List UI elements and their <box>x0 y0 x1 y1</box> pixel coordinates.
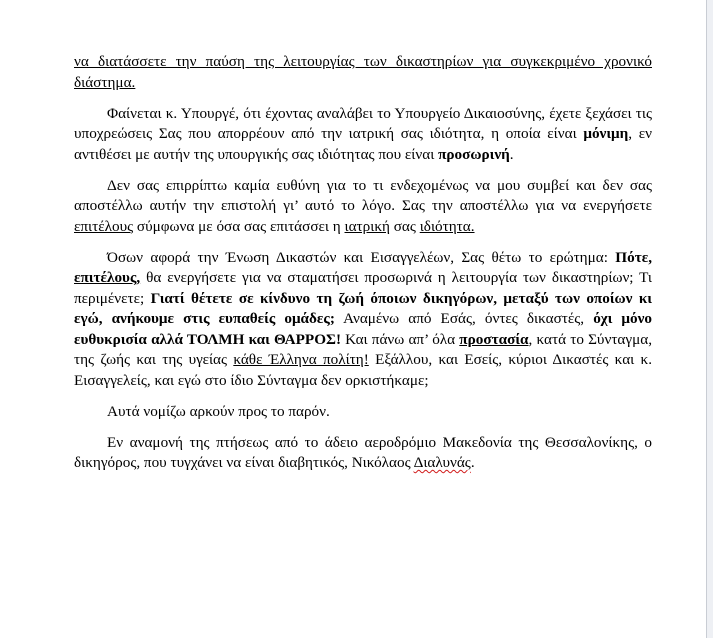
text-run: θα ενεργήσετε για να σταματήσει προσωρινά η λειτουργία των δικαστηρίων; Τι περιμένετε; <box>74 269 652 307</box>
text-run: Αυτά νομίζω αρκούν προς το παρόν. <box>107 402 330 420</box>
document-body[interactable] <box>74 52 652 484</box>
text-run: σας <box>389 217 420 235</box>
text-run: μόνιμη <box>583 125 629 142</box>
text-run: Δεν σας επιρρίπτω καμία ευθύνη για το τι ενδεχομένως να μου συμβεί και δεν σας αποστέλλω αυτήν την επιστολή γι’ αυτό το λόγο. Σας την αποστέλλω για να ενεργήσετε <box>74 176 652 214</box>
text-run: Πότε, <box>615 248 652 266</box>
text-run: προσωρινή <box>438 145 510 163</box>
text-run: Γιατί θέτετε σε κίνδυνο τη ζωή όποιων δικηγόρων, μεταξύ των οποίων κι εγώ, ανήκουμε στις ευπαθείς ομάδες; <box>74 289 652 327</box>
text-run: ιατρική <box>344 217 390 235</box>
misspelled-word: Διαλυνάς <box>413 454 471 471</box>
text-run: , κατά το Σύνταγμα, της ζωής και της υγείας <box>74 330 652 368</box>
paragraph-p6 <box>74 433 652 474</box>
text-run: όχι μόνο ευθυκρισία αλλά ΤΟΛΜΗ και ΘΑΡΡΟΣ! <box>74 310 652 348</box>
paragraph-p4 <box>74 248 652 392</box>
text-run: . <box>509 145 514 163</box>
text-run: επιτέλους, <box>74 269 141 286</box>
paragraph-p2 <box>74 104 652 166</box>
text-run: Αναμένω από Εσάς, όντες δικαστές, <box>334 310 594 327</box>
text-run: επιτέλους <box>74 217 134 235</box>
text-run: προστασία <box>459 330 529 348</box>
window-right-edge <box>706 0 713 638</box>
page-bottom-margin <box>0 632 706 638</box>
text-run: Και πάνω απ’ όλα <box>341 330 460 348</box>
text-run: σύμφωνα με όσα σας επιτάσσει η <box>133 217 345 235</box>
text-run: κάθε Έλληνα πολίτη! <box>233 351 369 368</box>
paragraph-p5 <box>74 402 652 423</box>
text-run: να διατάσσετε την παύση της λειτουργίας των δικαστηρίων για συγκεκριμένο χρονικό διάστημα. <box>74 53 652 91</box>
text-run: Εν αναμονή της πτήσεως από το άδειο αεροδρόμιο Μακεδονία της Θεσσαλονίκης, ο δικηγόρος, που τυγχάνει να είναι διαβητικός, Νικόλαος <box>74 433 652 471</box>
text-run: Εξάλλου, και Εσείς, κύριοι Δικαστές και κ. Εισαγγελείς, και εγώ στο ίδιο Σύνταγμα δεν ορκιστήκαμε; <box>74 351 653 389</box>
text-run: Φαίνεται κ. Υπουργέ, ότι έχοντας αναλάβει το Υπουργείο Δικαιοσύνης, έχετε ξεχάσει τις υποχρεώσεις Σας που απορρέουν από την ιατρική σας ιδιότητα, η οποία είναι <box>74 104 652 142</box>
paragraph-p1 <box>74 52 652 93</box>
text-run: Όσων αφορά την Ένωση Δικαστών και Εισαγγελέων, Σας θέτω το ερώτημα: <box>107 248 616 266</box>
paragraph-p3 <box>74 176 652 238</box>
text-run: . <box>470 454 475 471</box>
text-run: ιδιότητα. <box>419 217 475 235</box>
text-run: , εν αντιθέσει με αυτήν της υπουργικής σας ιδιότητας που είναι <box>74 125 653 163</box>
